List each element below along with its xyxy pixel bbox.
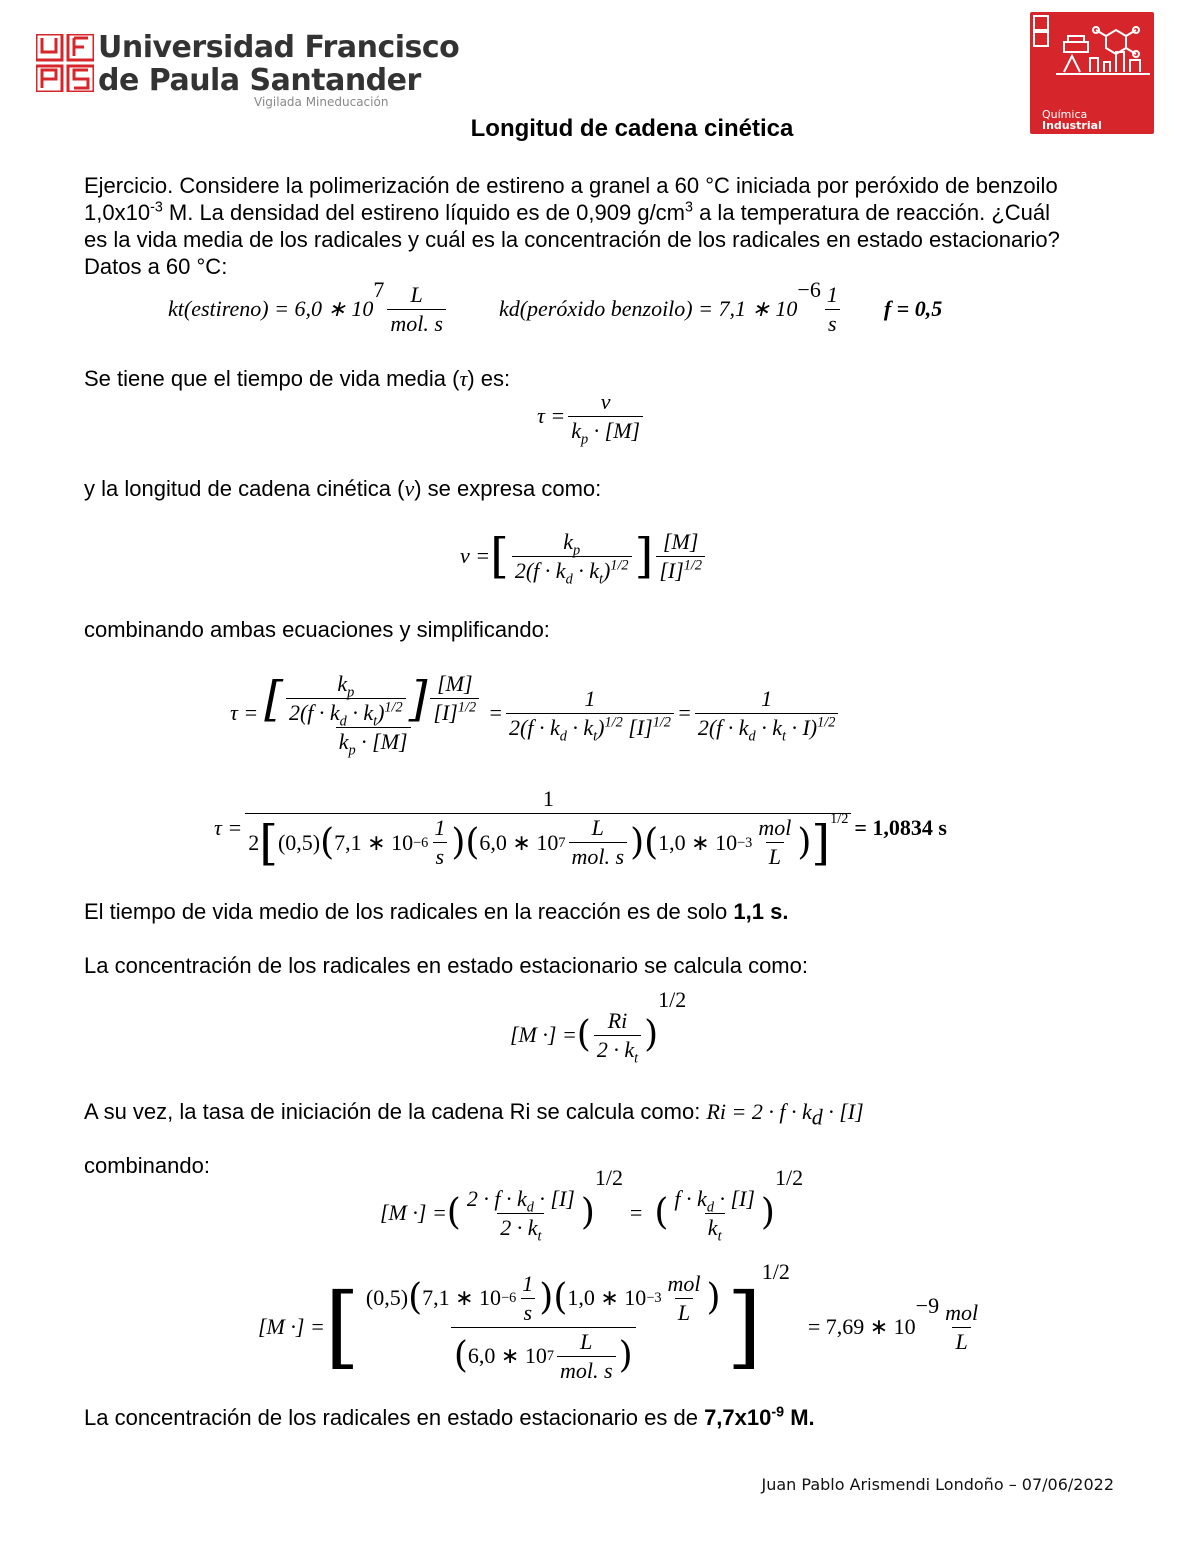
nu-intro-b: ) se expresa como: [414, 476, 602, 501]
ri-intro: A su vez, la tasa de iniciación de la cadena Ri se calcula como: [84, 1099, 707, 1124]
ri-formula: Ri = 2 · f · k [706, 1099, 812, 1124]
footer-author: Juan Pablo Arismendi Londoño – 07/06/2022 [761, 1475, 1114, 1494]
university-logo [36, 30, 460, 112]
kd-unit-den: s [825, 309, 840, 337]
kt-label: k [168, 296, 178, 321]
ri-end: · [I] [822, 1099, 864, 1124]
result-tau-value: 1,1 s [733, 899, 783, 924]
tau-intro-b: ) es: [467, 366, 511, 391]
kd-label: k [498, 296, 509, 321]
ufps-logo-icon [36, 34, 94, 92]
badge-line2: Industrial [1042, 119, 1102, 132]
conc-result: = 7,69 ∗ 10 [807, 1314, 916, 1339]
conc-unit-den: L [952, 1327, 970, 1355]
final-exp: -9 [771, 1404, 785, 1421]
result-tau-c: . [782, 899, 789, 924]
intro-line-2 [84, 199, 1050, 226]
nu-intro [84, 475, 601, 502]
tau-result: = 1,0834 s [854, 815, 947, 840]
combine-text: combinando ambas ecuaciones y simplificando: [84, 617, 550, 642]
intro-line-2c: a la temperatura de reacción. ¿Cuál [692, 200, 1051, 225]
nu-intro-a: y la longitud de cadena cinética ( [84, 476, 405, 501]
nu-definition-eq: ν = [ $\frac{k_p}{2(f \cdot k_d \cdot k_t)^{1/2}}$ ] $\frac{[M]}{[I]^{1/2}}$ [460, 525, 708, 587]
intro-exp-2: 3 [685, 199, 693, 216]
university-name-line2: de Paula Santander [98, 63, 421, 98]
ri-text [84, 1098, 864, 1130]
tau-numeric-eq: τ = 1 2 [ (0,5) ( 7,1 ∗ 10 −6 $\frac{1}{s}$ ) ( 6,0 ∗ 10 7 $\frac{L}{\text{mol. s}}$ ) ( 1,0 ∗ 10 −3 $\frac{\text{mol}}{L}$ ) ] 1/2 = 1,0834 s [214, 786, 947, 871]
kt-unit [387, 282, 446, 337]
intro-exp-1: -3 [150, 199, 163, 216]
final-d: . [808, 1405, 815, 1430]
conc-intro-text: La concentración de los radicales en estado estacionario se calcula como: [84, 953, 808, 978]
final-c: M [784, 1405, 809, 1430]
combining-text: combinando: [84, 1153, 210, 1178]
kt-unit-den: mol. s [387, 309, 446, 337]
ri-sub: d [811, 1104, 823, 1130]
tau-symbol: τ [459, 366, 468, 391]
university-vigilada: Vigilada Mineducación [254, 95, 389, 109]
final-a: La concentración de los radicales en estado estacionario es de [84, 1405, 705, 1430]
data-constants: k t (estireno) = 6,0 ∗ 10 7 $\frac{L}{\text{mol. s}}$ k d (peróxido benzoilo) = 7,1 ∗ 10 −6 $\frac{1}{s}$ f = 0,5 [168, 277, 943, 336]
intro-line-1: Ejercicio. Considere la polimerización de estireno a granel a 60 °C iniciada por peróxido de benzoilo [84, 173, 1058, 198]
kd-unit [824, 282, 841, 337]
kd-unit-num: 1 [826, 281, 838, 307]
tau-definition-eq: τ = $\frac{\nu}{k_p \cdot [M]}$ [537, 386, 646, 446]
tau-result-text [84, 898, 788, 925]
kt-unit-num: L [410, 281, 423, 307]
conc-numeric-eq: [M ·] = [ (0,5) ( 7,1 ∗ 10 −6 $\frac{1}{s}$ ) ( 1,0 ∗ 10 −3 $\frac{\text{mol}}{L}$ ) ( 6,0 ∗ 10 7 $\frac{L}{\text{mol. s}}$ ) ] 1/2 = 7,69 ∗ 10 −9 $\frac{\text{mol}}{L}$ [258, 1272, 984, 1382]
intro-line-2a: 1,0x10 [84, 200, 151, 225]
conc-unit-num: mol [945, 1299, 979, 1325]
tau-combined-eq: τ = [ $\frac{k_p}{2(f \cdot k_d \cdot k_t)^{1/2}}$ ] $\frac{[M]}{[I]^{1/2}}$ $k_p \cdot [M]$ = $\frac{1}{2(f \cdot k_d \cdot k_t)^{1/2} [I]^{1/2}}$ = $\frac{1}{2(f \cdot k_d \cdot k_t \cdot I)^{1/2}}$ [230, 665, 841, 761]
result-tau-a: El tiempo de vida medio de los radicales en la reacción es de solo [84, 899, 734, 924]
final-result-text [84, 1404, 815, 1431]
chemistry-icon [1030, 12, 1154, 112]
intro-line-3: es la vida media de los radicales y cuál es la concentración de los radicales en estado estacionario? [84, 227, 1060, 252]
intro-line-4: Datos a 60 °C: [84, 254, 228, 279]
nu-symbol: ν [404, 476, 415, 501]
conc-definition-eq: [M ·] = ( $\frac{Ri}{2 \cdot k_t}$ ) 1/2 [510, 987, 687, 1066]
conc-combined-eq: [M ·] = ( $\frac{2 \cdot f \cdot k_d \cdot [I]}{2 \cdot k_t}$ ) 1/2 = ( $\frac{f \cdot k_d \cdot [I]}{k_t}$ ) 1/2 [380, 1165, 804, 1244]
badge-line1: Química [1042, 108, 1088, 121]
intro-line-2b: M. La densidad del estireno líquido es de 0,909 g/cm [162, 200, 686, 225]
university-name-line1: Universidad Francisco [98, 30, 460, 65]
final-b: 7,7x10 [704, 1405, 772, 1430]
tau-intro [84, 365, 510, 392]
page-title: Longitud de cadena cinética [470, 115, 794, 142]
f-value: f = 0,5 [883, 296, 943, 321]
kt-species: (estireno) = 6,0 ∗ 10 [183, 296, 374, 321]
tau-intro-a: Se tiene que el tiempo de vida media ( [84, 366, 460, 391]
kd-species: (peróxido benzoilo) = 7,1 ∗ 10 [519, 296, 798, 321]
